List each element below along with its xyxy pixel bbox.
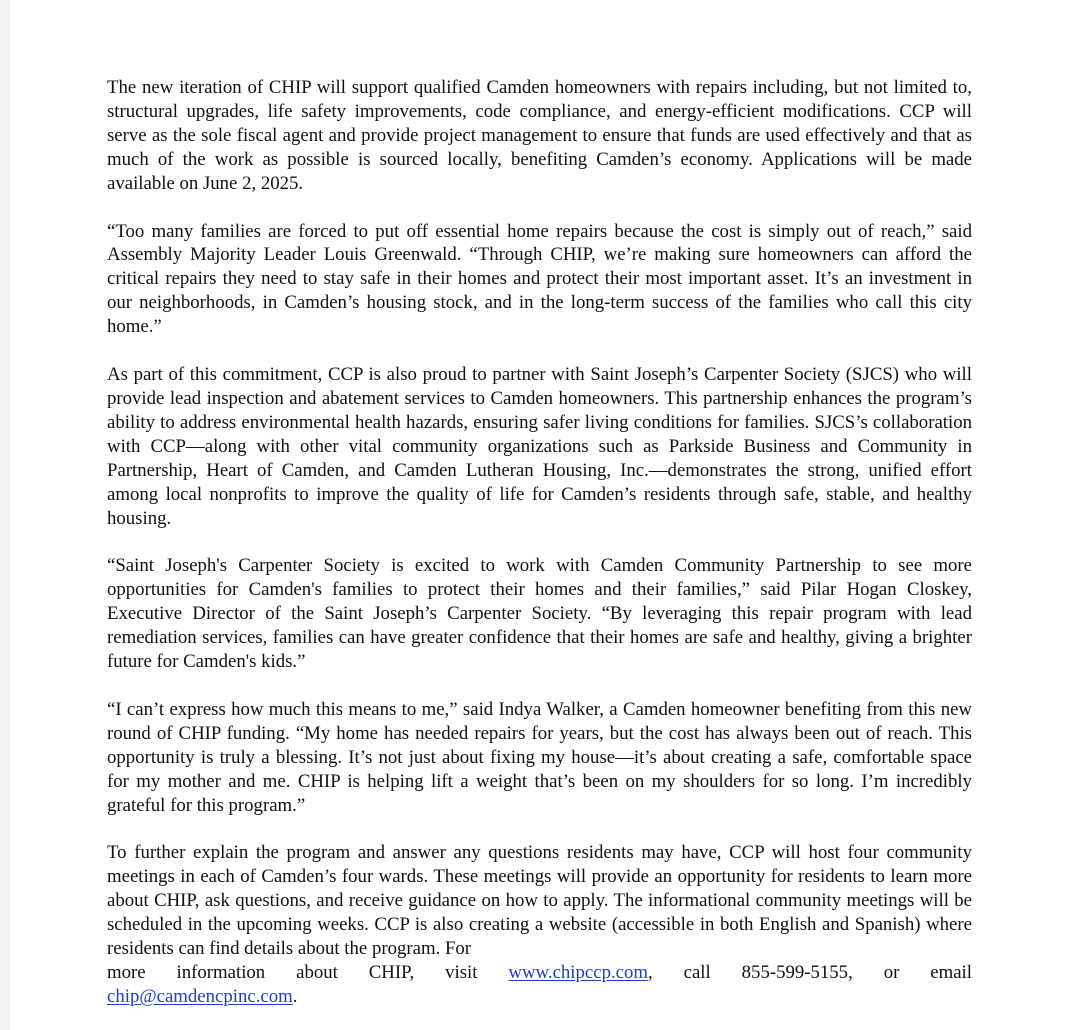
paragraph-community-meetings xyxy=(107,841,972,1008)
call-email-text: , call 855-599-5155, or email xyxy=(648,962,972,983)
community-meetings-text: To further explain the program and answer any questions residents may have, CCP will host four community meetings in each of Camden’s four wards. These meetings will provide an opportunity for residents to learn more about CHIP, ask questions, and receive guidance on how to apply. The informational community meetings will be scheduled in the upcoming weeks. CCP is also creating a website (accessible in both English and Spanish) where residents can find details about the program. For xyxy=(107,842,972,960)
document-page xyxy=(10,0,1073,1030)
paragraph-closkey-quote: “Saint Joseph's Carpenter Society is excited to work with Camden Community Partnership to see more opportunities for Camden's families to protect their homes and their families,” said Pilar Hogan Closkey, Executive Director of the Saint Joseph’s Carpenter Society. “By leveraging this repair program with lead remediation services, families can have greater confidence that their homes are safe and healthy, giving a brighter future for Camden's kids.” xyxy=(107,555,972,673)
paragraph-greenwald-quote: “Too many families are forced to put off essential home repairs because the cost is simply out of reach,” said Assembly Majority Leader Louis Greenwald. “Through CHIP, we’re making sure homeowners can afford the critical repairs they need to stay safe in their homes and protect their most important asset. It’s an investment in our neighborhoods, in Camden’s housing stock, and in the long-term success of the families who call this city home.” xyxy=(107,220,972,338)
email-link[interactable]: chip@camdencpinc.com xyxy=(107,985,293,1007)
closing-period: . xyxy=(292,985,298,1007)
paragraph-chip-overview: The new iteration of CHIP will support qualified Camden homeowners with repairs including, but not limited to, structural upgrades, life safety improvements, code compliance, and energy-efficient modifications. CCP will serve as the sole fiscal agent and provide project management to ensure that funds are used effectively and that as much of the work as possible is sourced locally, benefiting Camden’s economy. Applications will be made available on June 2, 2025. xyxy=(107,77,972,194)
website-link[interactable]: www.chipccp.com xyxy=(508,962,648,983)
more-info-line xyxy=(107,961,972,985)
paragraph-sjcs-partnership: As part of this commitment, CCP is also proud to partner with Saint Joseph’s Carpenter Society (SJCS) who will provide lead inspection and abatement services to Camden homeowners. This partnership enhances the program’s ability to address environmental health hazards, ensuring safer living conditions for families. SJCS’s collaboration with CCP—along with other vital community organizations such as Parkside Business and Community in Partnership, Heart of Camden, and Camden Lutheran Housing, Inc.—demonstrates the strong, unified effort among local nonprofits to improve the quality of life for Camden’s residents through safe, stable, and healthy housing. xyxy=(107,364,972,529)
more-info-text: more information about CHIP, visit xyxy=(107,962,478,983)
paragraph-walker-quote: “I can’t express how much this means to me,” said Indya Walker, a Camden homeowner benefiting from this new round of CHIP funding. “My home has needed repairs for years, but the cost has always been out of reach. This opportunity is truly a blessing. It’s not just about fixing my house—it’s about creating a safe, comfortable space for my mother and me. CHIP is helping lift a weight that’s been on my shoulders for so long. I’m incredibly grateful for this program.” xyxy=(107,698,972,816)
document-body xyxy=(107,76,972,1009)
